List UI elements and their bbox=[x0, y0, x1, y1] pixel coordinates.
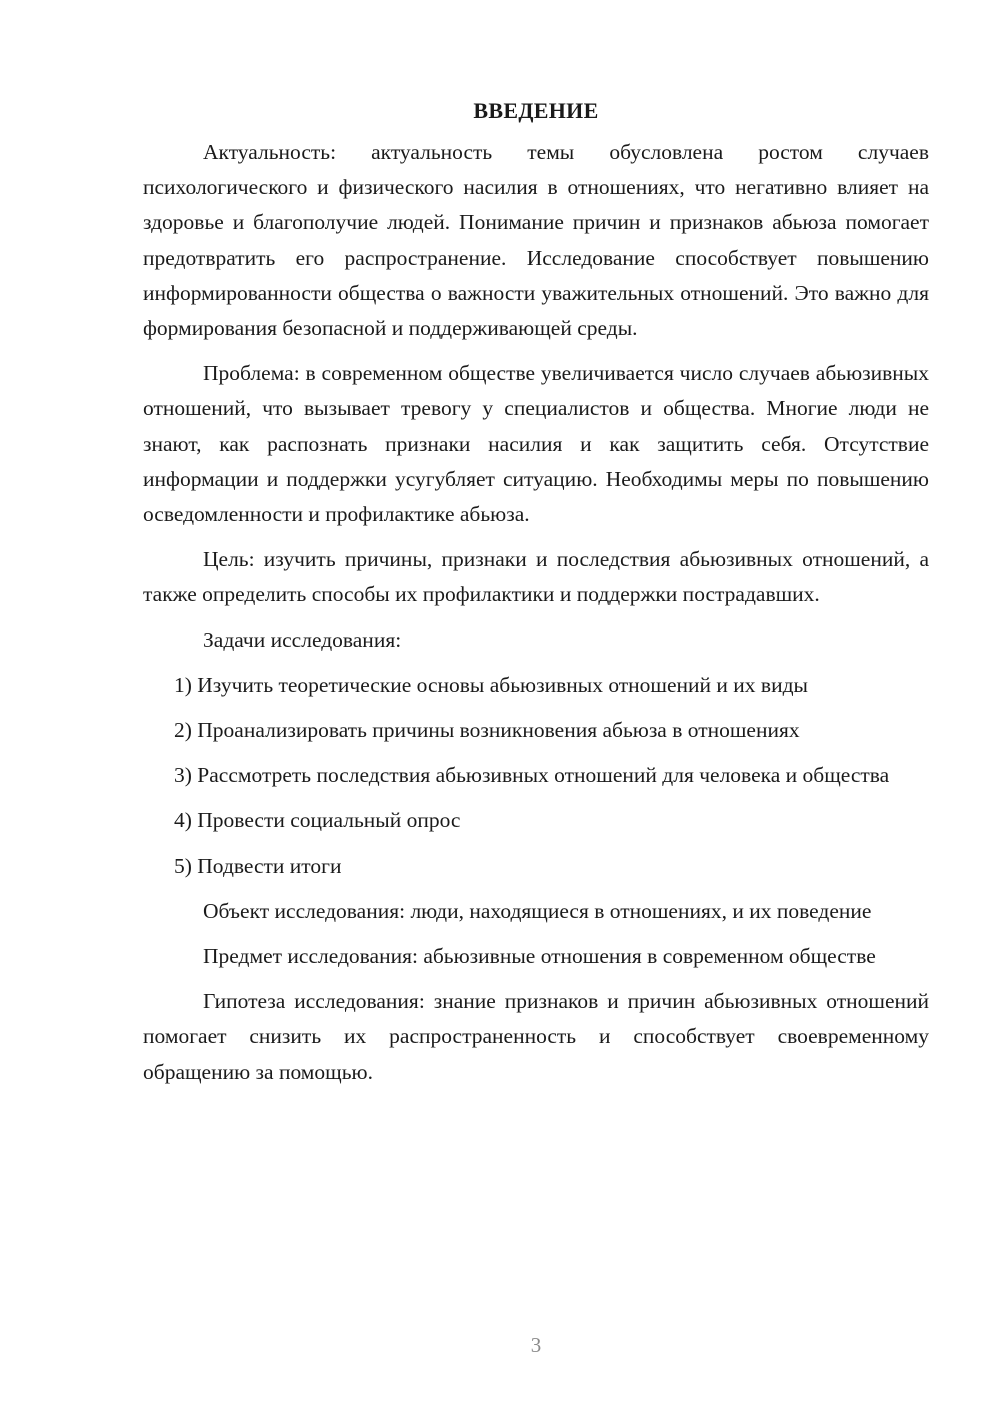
paragraph-relevance: Актуальность: актуальность темы обусловлена ростом случаев психологического и физического насилия в отношениях, что негативно влияет на здоровье и благополучие людей. Понимание причин и признаков абьюза помогает предотвратить его распространение. Исследование способствует повышению информированности общества о важности уважительных отношений. Это важно для формирования безопасной и поддерживающей среды. bbox=[143, 140, 929, 341]
task-item-4: 4) Провести социальный опрос bbox=[174, 808, 461, 833]
task-item-5: 5) Подвести итоги bbox=[174, 853, 342, 878]
document-page bbox=[143, 93, 929, 1100]
task-item-2: 2) Проанализировать причины возникновения абьюза в отношениях bbox=[174, 718, 800, 743]
page-title: ВВЕДЕНИЕ bbox=[473, 98, 599, 123]
task-item-3: 3) Рассмотреть последствия абьюзивных отношений для человека и общества bbox=[174, 763, 890, 788]
paragraph-subject: Предмет исследования: абьюзивные отношения в современном обществе bbox=[203, 944, 876, 969]
tasks-heading: Задачи исследования: bbox=[203, 627, 402, 652]
page-number: 3 bbox=[530, 1333, 542, 1357]
paragraph-goal: Цель: изучить причины, признаки и последствия абьюзивных отношений, а также определить способы их профилактики и поддержки пострадавших. bbox=[143, 547, 929, 607]
paragraph-hypothesis: Гипотеза исследования: знание признаков и причин абьюзивных отношений помогает снизить их распространенность и способствует своевременному обращению за помощью. bbox=[143, 989, 929, 1084]
task-item-1: 1) Изучить теоретические основы абьюзивных отношений и их виды bbox=[174, 672, 808, 697]
paragraph-problem: Проблема: в современном обществе увеличивается число случаев абьюзивных отношений, что вызывает тревогу у специалистов и общества. Многие люди не знают, как распознать признаки насилия и как защитить себя. Отсутствие информации и поддержки усугубляет ситуацию. Необходимы меры по повышению осведомленности и профилактике абьюза. bbox=[143, 361, 929, 527]
paragraph-object: Объект исследования: люди, находящиеся в отношениях, и их поведение bbox=[203, 898, 872, 923]
